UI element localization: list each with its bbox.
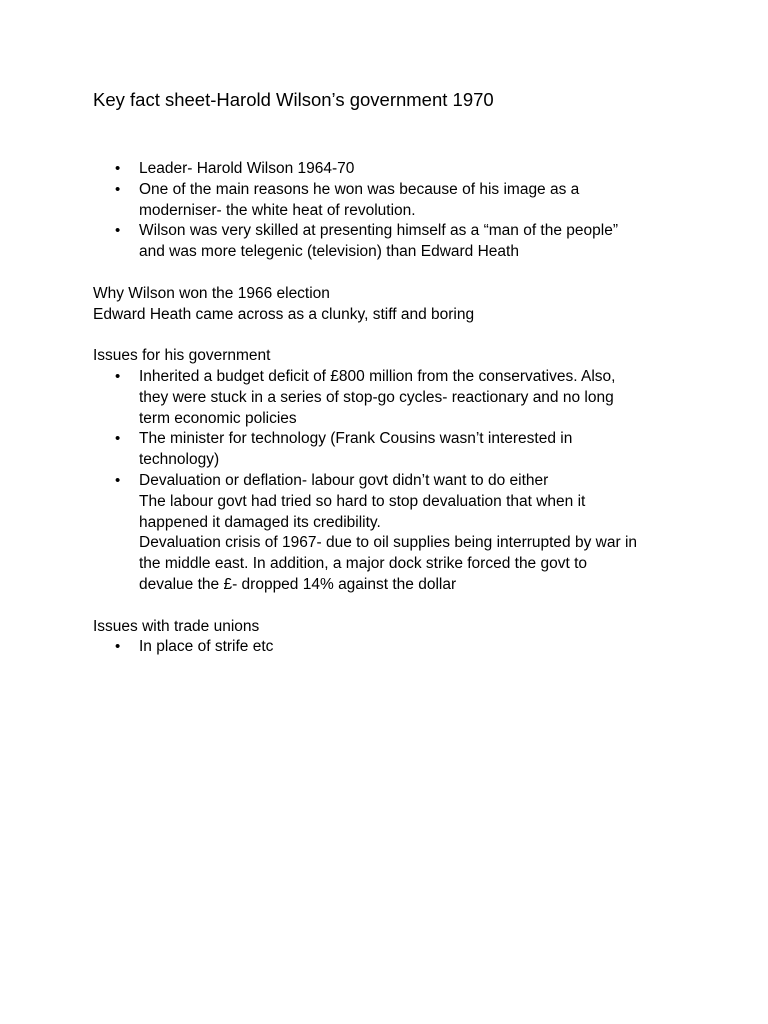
bullet-icon: • (115, 430, 121, 448)
bullet-text-line: Devaluation or deflation- labour govt didn’t want to do either (139, 471, 549, 489)
government-issues-heading: Issues for his government (93, 347, 271, 365)
list-item (93, 637, 693, 658)
document-body (93, 159, 693, 658)
bullet-text-line: In place of strife etc (139, 638, 274, 656)
list-item (93, 367, 693, 429)
bullet-text-line: happened it damaged its credibility. (139, 513, 381, 531)
bullet-icon: • (115, 367, 121, 385)
election-text: Edward Heath came across as a clunky, stiff and boring (93, 305, 475, 323)
spacer (93, 263, 693, 284)
bullet-icon: • (115, 222, 121, 240)
list-item (93, 429, 693, 471)
trade-unions-list (93, 637, 693, 658)
bullet-icon: • (115, 471, 121, 489)
bullet-text-line: Leader- Harold Wilson 1964-70 (139, 160, 355, 177)
list-item (93, 159, 693, 180)
bullet-text-line: Wilson was very skilled at presenting himself as a “man of the people” (139, 222, 618, 240)
bullet-icon: • (115, 180, 121, 198)
bullet-icon: • (115, 160, 121, 177)
bullet-text-line: moderniser- the white heat of revolution. (139, 201, 416, 219)
list-item (93, 221, 693, 263)
intro-bullet-list (93, 159, 693, 263)
bullet-text-line: One of the main reasons he won was because of his image as a (139, 180, 580, 198)
bullet-text-line: term economic policies (139, 409, 297, 427)
trade-unions-heading: Issues with trade unions (93, 617, 260, 635)
bullet-text-line: the middle east. In addition, a major dock strike forced the govt to (139, 555, 588, 573)
bullet-icon: • (115, 638, 121, 656)
bullet-text-line: they were stuck in a series of stop-go cycles- reactionary and no long (139, 388, 614, 406)
election-heading: Why Wilson won the 1966 election (93, 284, 330, 302)
bullet-text-line: The minister for technology (Frank Cousins wasn’t interested in (139, 430, 573, 448)
bullet-text-line: devalue the £- dropped 14% against the dollar (139, 575, 457, 593)
document-title: Key fact sheet-Harold Wilson’s government 1970 (93, 89, 494, 110)
spacer (93, 596, 693, 617)
bullet-text-line: The labour govt had tried so hard to stop devaluation that when it (139, 492, 586, 510)
bullet-text-line: Devaluation crisis of 1967- due to oil supplies being interrupted by war in (139, 534, 638, 552)
list-item (93, 471, 693, 596)
government-issues-list (93, 367, 693, 596)
bullet-text-line: and was more telegenic (television) than Edward Heath (139, 243, 519, 261)
bullet-text-line: technology) (139, 451, 220, 469)
list-item (93, 180, 693, 222)
bullet-text-line: Inherited a budget deficit of £800 million from the conservatives. Also, (139, 367, 616, 385)
spacer (93, 325, 693, 346)
